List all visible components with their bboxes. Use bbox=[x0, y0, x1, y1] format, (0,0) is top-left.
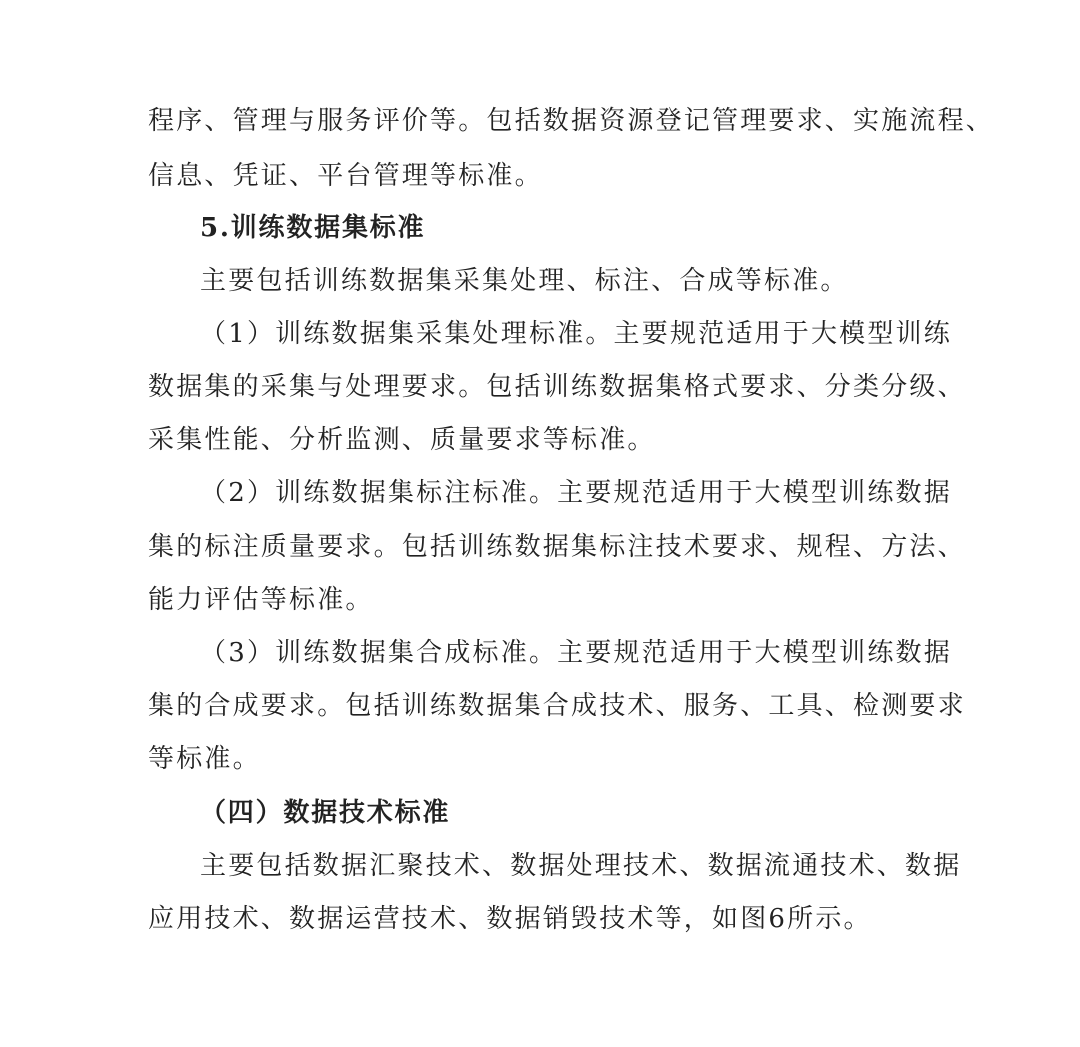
paragraph-line: 主要包括训练数据集采集处理、标注、合成等标准。 bbox=[200, 266, 849, 296]
paragraph-line: 数据集的采集与处理要求。包括训练数据集格式要求、分类分级、 bbox=[148, 372, 966, 402]
paragraph-line: 集的合成要求。包括训练数据集合成技术、服务、工具、检测要求 bbox=[148, 691, 966, 721]
paragraph-line: （2）训练数据集标注标准。主要规范适用于大模型训练数据 bbox=[200, 478, 952, 508]
paragraph-line: 等标准。 bbox=[148, 744, 261, 774]
paragraph-line: （3）训练数据集合成标准。主要规范适用于大模型训练数据 bbox=[200, 638, 952, 668]
section-heading: （四）数据技术标准 bbox=[200, 798, 451, 828]
section-heading: 5.训练数据集标准 bbox=[200, 213, 426, 243]
paragraph-line: 应用技术、数据运营技术、数据销毁技术等，如图6所示。 bbox=[148, 904, 872, 934]
paragraph-line: 主要包括数据汇聚技术、数据处理技术、数据流通技术、数据 bbox=[200, 851, 962, 881]
paragraph-line: 采集性能、分析监测、质量要求等标准。 bbox=[148, 425, 656, 455]
paragraph-line: （1）训练数据集采集处理标准。主要规范适用于大模型训练 bbox=[200, 319, 952, 349]
paragraph-line: 信息、凭证、平台管理等标准。 bbox=[148, 161, 543, 191]
paragraph-line: 能力评估等标准。 bbox=[148, 585, 374, 615]
paragraph-line: 集的标注质量要求。包括训练数据集标注技术要求、规程、方法、 bbox=[148, 532, 966, 562]
paragraph-line: 程序、管理与服务评价等。包括数据资源登记管理要求、实施流程、 bbox=[148, 106, 995, 136]
